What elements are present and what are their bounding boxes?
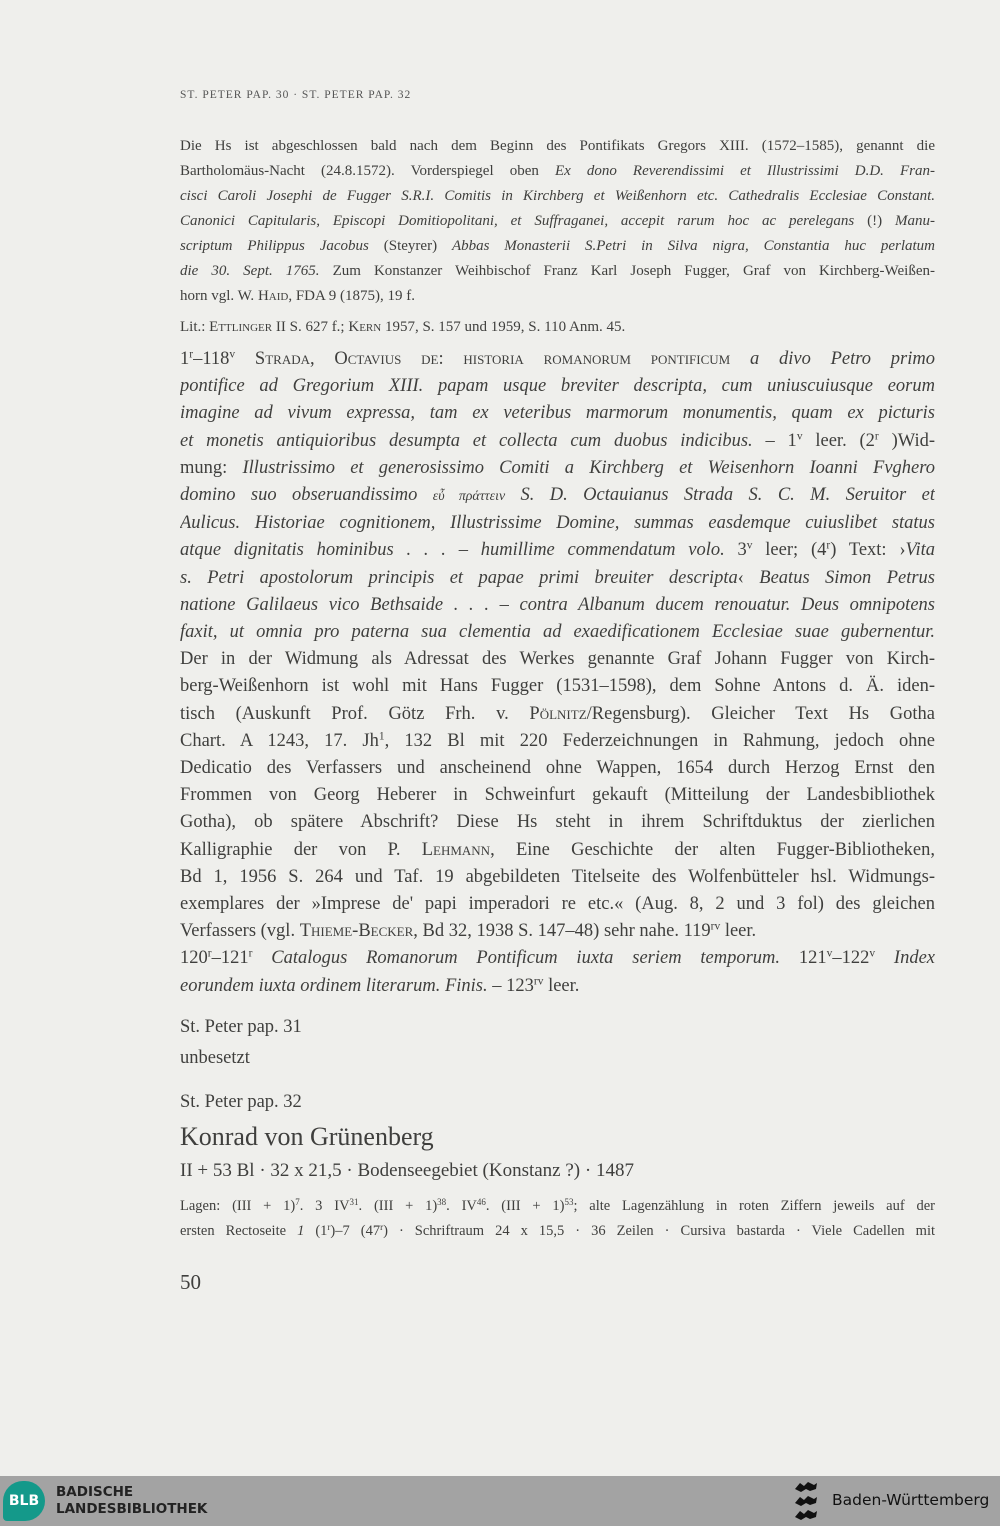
text-line: [180, 728, 935, 755]
text-segment: ersten Rectoseite: [180, 1223, 298, 1239]
text-segment: ‹: [737, 567, 760, 588]
small-caps-name: Thieme-Becker: [299, 921, 414, 942]
text-line: [180, 945, 935, 972]
superscript: rv: [533, 975, 544, 988]
text-line: [180, 673, 935, 700]
text-segment: , 132 Bl mit 220 Federzeichnungen in Rahmung, jedoch ohne: [384, 730, 935, 751]
text-line: [180, 646, 935, 673]
text-segment: 3: [724, 540, 747, 561]
italic-text: Canonici Capitularis, Episcopi Domitiopolitani, et Suffraganei, accepit rarum hoc ac perelegans: [180, 213, 855, 229]
text-segment: Kalligraphie der von P.: [180, 839, 422, 860]
superscript: r: [189, 348, 194, 361]
italic-text: die 30. Sept. 1765.: [180, 263, 320, 279]
italic-text: imagine ad vivum expressa, tam ex veteribus marmorum monumentis, quam ex picturis: [180, 403, 935, 424]
footer-bar: [0, 1476, 1000, 1526]
superscript: 1: [378, 730, 385, 743]
text-line: [180, 809, 935, 836]
small-caps-name: Kern: [348, 319, 382, 335]
intro-paragraph: [180, 134, 935, 309]
entry-status-text: unbesetzt: [180, 1048, 250, 1068]
blb-name-line2: LANDESBIBLIOTHEK: [56, 1501, 208, 1517]
italic-text: Beatus Simon Petrus: [759, 567, 935, 588]
entry-heading-pap31: St. Peter pap. 31: [180, 1017, 302, 1037]
entry-heading-pap32: St. Peter pap. 32: [180, 1092, 302, 1112]
text-segment: leer. (2: [802, 430, 875, 451]
text-segment: Chart. A 1243, 17. Jh: [180, 730, 379, 751]
italic-text: pontifice ad Gregorium XIII. papam usque breviter descripta, cum uniuscuiusque eorum: [180, 376, 935, 397]
text-segment: Lit.:: [180, 319, 210, 335]
text-segment: mung:: [180, 457, 243, 478]
italic-text: Index: [893, 948, 935, 969]
text-segment: [730, 349, 750, 369]
text-segment: 120: [180, 948, 208, 969]
text-line: [180, 782, 935, 809]
text-segment: leer.: [720, 921, 757, 942]
superscript: 7: [295, 1197, 300, 1208]
text-segment: – 123: [487, 975, 534, 996]
text-segment: Der in der Widmung als Adressat des Werkes genannte Graf Johann Fugger von Kirch-: [180, 649, 935, 670]
superscript: v: [796, 430, 803, 443]
superscript: r: [874, 430, 879, 443]
text-segment: (!): [854, 213, 895, 229]
italic-text: natione Galilaeus vico Bethsaide . . . – contra Albanum ducem renouatur. Deus omnipotens: [180, 594, 935, 615]
text-line: [180, 315, 935, 340]
italic-text: cisci Caroli Josephi de Fugger S.R.I. Comitis in Kirchberg et Weißenhorn etc. Cathedralis Ecclesiae Constant.: [180, 188, 935, 204]
manuscript-meta: II + 53 Bl · 32 x 21,5 · Bodenseegebiet (Konstanz ?) · 1487: [180, 1160, 634, 1181]
superscript: 53: [564, 1197, 574, 1208]
text-line: [180, 259, 935, 284]
superscript: r: [248, 948, 253, 961]
superscript: r: [826, 540, 831, 553]
running-header: ST. PETER PAP. 30 · ST. PETER PAP. 32: [180, 89, 412, 101]
text-segment: [252, 948, 271, 968]
text-line: [180, 891, 935, 918]
italic-text: 1: [297, 1223, 305, 1239]
text-line: [180, 537, 935, 564]
text-line: [180, 482, 935, 510]
text-line: [180, 159, 935, 184]
text-segment: Verfassers (vgl.: [180, 921, 300, 942]
coat-of-arms-icon: [792, 1479, 820, 1523]
text-segment: ) · Schriftraum 24 x 15,5 · 36 Zeilen · Cursiva bastarda · Viele Cadellen mit: [383, 1223, 935, 1239]
text-line: [180, 755, 935, 782]
text-line: [180, 619, 935, 646]
small-caps-name: Haid: [257, 288, 289, 304]
text-segment: , Eine Geschichte der alten Fugger-Bibliotheken,: [490, 839, 935, 860]
blb-name-line1: BADISCHE: [56, 1484, 134, 1500]
text-segment: , FDA 9 (1875), 19 f.: [288, 288, 415, 304]
bw-name[interactable]: Baden-Württemberg: [832, 1491, 990, 1509]
italic-text: Aulicus. Historiae cognitionem, Illustrissime Domine, summas easdemque cuiuslibet status: [180, 513, 935, 534]
text-line: [180, 973, 935, 1000]
italic-text: s. Petri apostolorum principis et papae primi breuiter descripta: [180, 567, 738, 588]
author-heading: Konrad von Grünenberg: [180, 1122, 434, 1151]
text-segment: exemplares der »Imprese de' papi imperadori re etc.« (Aug. 8, 2 und 3 fol) des gleichen: [180, 894, 935, 915]
text-segment: )–7 (47: [330, 1223, 381, 1239]
text-segment: . IV: [446, 1198, 477, 1214]
text-segment: ) Text: ›: [830, 540, 906, 561]
text-segment: –118: [193, 349, 230, 369]
italic-text: Vita: [905, 540, 935, 561]
text-line: [180, 918, 935, 945]
italic-text: scriptum Philippus Jacobus: [180, 238, 369, 254]
italic-text: Catalogus Romanorum Pontificum iuxta seriem temporum.: [271, 948, 781, 969]
italic-text: Manu-: [895, 213, 935, 229]
text-segment: Frommen von Georg Heberer in Schweinfurt gekauft (Mitteilung der Landesbibliothek: [180, 785, 935, 806]
text-segment: /Regensburg). Gleicher Text Hs Gotha: [586, 703, 935, 724]
superscript: 38: [437, 1197, 447, 1208]
superscript: r: [380, 1222, 384, 1233]
contents-paragraph: [180, 346, 935, 1000]
italic-text: eorundem iuxta ordinem literarum. Finis.: [180, 975, 488, 996]
text-segment: [875, 948, 894, 968]
italic-text: a divo Petro primo: [749, 349, 935, 369]
text-line: [180, 134, 935, 159]
italic-text: atque dignitatis hominibus . . . – humillime commendatum volo.: [180, 540, 725, 561]
small-caps-name: Ettlinger: [209, 319, 273, 335]
literature-paragraph: [180, 315, 935, 340]
superscript: 46: [476, 1197, 486, 1208]
text-line: [180, 510, 935, 537]
text-segment: 1: [180, 349, 190, 369]
text-line: [180, 565, 935, 592]
text-segment: –121: [211, 948, 249, 969]
text-line: [180, 701, 935, 728]
text-line: [180, 284, 935, 309]
superscript: v: [826, 948, 833, 961]
superscript: r: [327, 1222, 331, 1233]
text-segment: 1957, S. 157 und 1959, S. 110 Anm. 45.: [381, 319, 626, 335]
text-line: [180, 234, 935, 259]
italic-text: S. D. Octauianus Strada S. C. M. Seruitor et: [505, 485, 935, 506]
text-segment: . (III + 1): [485, 1198, 565, 1214]
italic-text: et monetis antiquioribus desumpta et collecta cum duobus indicibus.: [180, 430, 753, 451]
italic-text: Ex dono Reverendissimi et Illustrissimi D.D. Fran-: [554, 163, 935, 179]
superscript: rv: [710, 920, 721, 933]
text-line: [180, 864, 935, 891]
italic-text: Illustrissimo et generosissimo Comiti a Kirchberg et Weisenhorn Ioanni Fvghero: [242, 457, 935, 478]
text-line: [180, 428, 935, 455]
text-segment: [235, 349, 255, 369]
text-segment: Lagen: (III + 1): [180, 1198, 296, 1214]
collation-paragraph: [180, 1194, 935, 1244]
text-segment: Dedicatio des Verfassers und anscheinend ohne Wappen, 1654 durch Herzog Ernst den: [180, 758, 935, 779]
text-segment: Gotha), ob spätere Abschrift? Diese Hs steht in ihrem Schriftduktus der zierlichen: [180, 812, 935, 833]
italic-text: domino suo obseruandissimo: [180, 485, 433, 506]
text-segment: Bd 1, 1956 S. 264 und Taf. 19 abgebildeten Titelseite des Wolfenbütteler hsl. Widmungs-: [180, 866, 935, 887]
text-segment: Bartholomäus-Nacht (24.8.1572). Vorderspiegel oben: [180, 163, 555, 179]
superscript: v: [746, 540, 753, 553]
text-line: [180, 592, 935, 619]
text-line: [180, 1194, 935, 1219]
small-caps-name: Lehmann: [421, 839, 491, 860]
text-segment: leer.: [543, 975, 580, 996]
greek-text: εὖ πράττειν: [432, 489, 506, 505]
text-segment: Zum Konstanzer Weihbischof Franz Karl Joseph Fugger, Graf von Kirchberg-Weißen-: [319, 263, 935, 279]
text-segment: berg-Weißenhorn ist wohl mit Hans Fugger (1531–1598), dem Sohne Antons d. Ä. iden-: [180, 676, 935, 697]
italic-text: Abbas Monasterii S.Petri in Silva nigra, Constantia huc perlatum: [451, 238, 935, 254]
text-segment: . 3 IV: [299, 1198, 350, 1214]
text-segment: leer; (4: [752, 540, 827, 561]
text-line: [180, 346, 935, 373]
page-number: 50: [180, 1270, 201, 1294]
text-segment: 121: [780, 948, 827, 969]
blb-name[interactable]: [56, 1484, 207, 1518]
text-segment: )Wid-: [878, 430, 935, 451]
superscript: 31: [349, 1197, 359, 1208]
superscript: r: [207, 948, 212, 961]
text-line: [180, 1219, 935, 1244]
text-segment: . (III + 1): [358, 1198, 438, 1214]
text-segment: (1: [304, 1223, 328, 1239]
text-line: [180, 373, 935, 400]
blb-logo-icon[interactable]: BLB: [3, 1481, 45, 1521]
italic-text: faxit, ut omnia pro paterna sua clementia ad exaedificationem Ecclesiae suae gubernentur.: [180, 622, 935, 643]
text-segment: – 1: [752, 430, 797, 451]
text-segment: II S. 627 f.;: [272, 319, 349, 335]
text-segment: , Bd 32, 1938 S. 147–48) sehr nahe. 119: [413, 921, 711, 942]
text-segment: –122: [832, 948, 870, 969]
text-segment: (Steyrer): [368, 238, 452, 254]
text-segment: tisch (Auskunft Prof. Götz Frh. v.: [180, 703, 530, 724]
superscript: v: [869, 948, 876, 961]
small-caps-name: Strada, Octavius de: historia romanorum pontificum: [254, 349, 731, 369]
text-line: [180, 400, 935, 427]
text-line: [180, 837, 935, 864]
text-segment: horn vgl. W.: [180, 288, 258, 304]
text-segment: ; alte Lagenzählung in roten Ziffern jeweils auf der: [573, 1198, 935, 1214]
text-segment: Die Hs ist abgeschlossen bald nach dem Beginn des Pontifikats Gregors XIII. (1572–1585), genannt die: [180, 138, 935, 154]
superscript: v: [229, 348, 236, 361]
text-line: [180, 209, 935, 234]
text-line: [180, 184, 935, 209]
text-line: [180, 455, 935, 482]
small-caps-name: Pölnitz: [529, 703, 587, 724]
